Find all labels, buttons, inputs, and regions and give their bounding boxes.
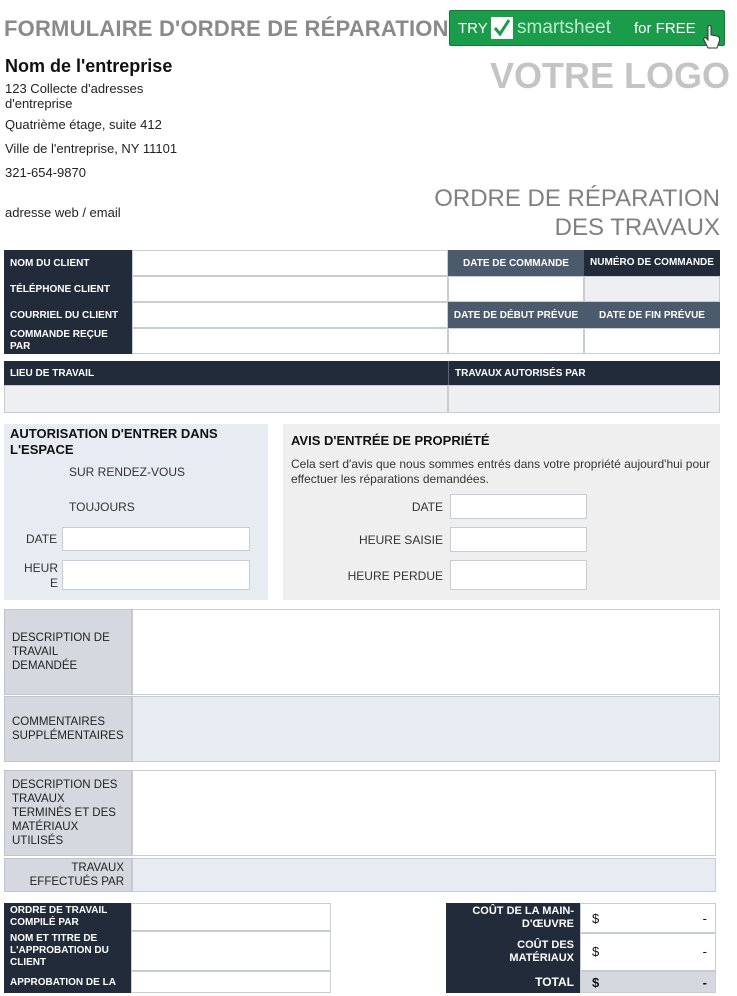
authorized-by-field[interactable] bbox=[448, 385, 720, 413]
compiled-by-label: ORDRE DE TRAVAIL COMPILÉ PAR bbox=[4, 903, 131, 931]
material-cost-currency: $ bbox=[592, 944, 600, 959]
total-value: - bbox=[702, 975, 707, 990]
labor-cost-currency: $ bbox=[592, 911, 600, 926]
client-phone-field[interactable] bbox=[132, 276, 448, 302]
option-always[interactable]: TOUJOURS bbox=[69, 500, 135, 514]
entry-date-field[interactable] bbox=[62, 527, 250, 551]
client-phone-label: TÉLÉPHONE CLIENT bbox=[4, 276, 132, 302]
entry-authorization-panel bbox=[4, 424, 268, 600]
entry-time-label: HEURE bbox=[24, 561, 59, 590]
material-cost-label: COÛT DES MATÉRIAUX bbox=[446, 933, 580, 971]
authorized-by-label: TRAVAUX AUTORISÉS PAR bbox=[448, 361, 720, 385]
company-web: adresse web / email bbox=[5, 205, 121, 220]
checkmark-icon bbox=[491, 17, 513, 39]
end-date-field[interactable] bbox=[584, 328, 720, 354]
labor-cost-field[interactable] bbox=[580, 903, 716, 933]
total-currency: $ bbox=[592, 975, 600, 990]
total-field bbox=[580, 971, 716, 993]
performed-by-field[interactable] bbox=[132, 858, 716, 892]
cta-brand-label: smartsheet bbox=[517, 17, 611, 38]
labor-cost-value: - bbox=[702, 911, 707, 926]
logo-placeholder: VOTRE LOGO bbox=[490, 55, 731, 96]
order-number-label: NUMÉRO DE COMMANDE bbox=[584, 250, 720, 276]
client-email-label: COURRIEL DU CLIENT bbox=[4, 302, 132, 328]
work-location-label: LIEU DE TRAVAIL bbox=[4, 361, 448, 385]
company-name: Nom de l'entreprise bbox=[5, 56, 173, 76]
company-phone: 321-654-9870 bbox=[5, 165, 86, 180]
start-date-label: DATE DE DÉBUT PRÉVUE bbox=[448, 302, 584, 328]
performed-by-label: TRAVAUX EFFECTUÉS PAR bbox=[4, 858, 132, 892]
notice-time-out-field[interactable] bbox=[450, 560, 587, 590]
start-date-field[interactable] bbox=[448, 328, 584, 354]
approver-field[interactable] bbox=[131, 931, 331, 971]
received-by-field[interactable] bbox=[132, 328, 448, 354]
document-subtitle: ORDRE DE RÉPARATION DES TRAVAUX bbox=[434, 185, 720, 241]
notice-time-in-label: HEURE SAISIE bbox=[358, 533, 443, 547]
client-name-label: NOM DU CLIENT bbox=[4, 250, 132, 276]
compiled-by-field[interactable] bbox=[131, 903, 331, 931]
completed-work-label: DESCRIPTION DES TRAVAUX TERMINÉS ET DES MATÉRIAUX UTILISÉS bbox=[4, 770, 132, 856]
comments-field[interactable] bbox=[132, 696, 720, 762]
approval-label: APPROBATION DE LA bbox=[4, 971, 131, 993]
company-city: Ville de l'entreprise, NY 11101 bbox=[5, 141, 178, 156]
requested-work-field[interactable] bbox=[132, 609, 720, 695]
completed-work-field[interactable] bbox=[132, 770, 716, 856]
material-cost-field[interactable] bbox=[580, 933, 716, 971]
entry-time-field[interactable] bbox=[62, 560, 250, 590]
option-by-appointment[interactable]: SUR RENDEZ-VOUS bbox=[69, 465, 186, 479]
notice-date-label: DATE bbox=[411, 500, 443, 514]
entry-notice-text: Cela sert d'avis que nous sommes entrés dans votre propriété aujourd'hui pour effectuer les réparations demandées. bbox=[291, 457, 710, 486]
page-title: FORMULAIRE D'ORDRE DE RÉPARATION bbox=[4, 16, 449, 41]
approver-label: NOM ET TITRE DE L'APPROBATION DU CLIENT bbox=[4, 931, 131, 971]
entry-date-label: DATE bbox=[26, 532, 58, 546]
total-label: TOTAL bbox=[446, 971, 580, 993]
try-smartsheet-button[interactable] bbox=[449, 10, 725, 46]
notice-date-field[interactable] bbox=[450, 494, 587, 519]
order-date-label: DATE DE COMMANDE bbox=[448, 250, 584, 276]
material-cost-value: - bbox=[702, 944, 707, 959]
notice-time-in-field[interactable] bbox=[450, 527, 587, 552]
order-date-field[interactable] bbox=[448, 276, 584, 302]
work-location-field[interactable] bbox=[4, 385, 448, 413]
cta-free-label: for FREE bbox=[634, 20, 696, 37]
entry-notice-panel bbox=[283, 424, 720, 600]
approval-field[interactable] bbox=[131, 971, 331, 993]
company-address-1: 123 Collecte d'adresses d'entreprise bbox=[5, 81, 144, 111]
end-date-label: DATE DE FIN PRÉVUE bbox=[584, 302, 720, 328]
received-by-label: COMMANDE REÇUE PAR bbox=[4, 328, 132, 354]
cta-try-label: TRY bbox=[458, 20, 488, 37]
entry-authorization-title: AUTORISATION D'ENTRER DANS L'ESPACE bbox=[10, 426, 218, 457]
labor-cost-label: COÛT DE LA MAIN-D'ŒUVRE bbox=[446, 903, 580, 933]
requested-work-label: DESCRIPTION DE TRAVAIL DEMANDÉE bbox=[4, 609, 132, 695]
comments-label: COMMENTAIRES SUPPLÉMENTAIRES bbox=[4, 696, 132, 762]
order-number-field[interactable] bbox=[584, 276, 720, 302]
notice-time-out-label: HEURE PERDUE bbox=[347, 569, 443, 583]
client-name-field[interactable] bbox=[132, 250, 448, 276]
company-address-2: Quatrième étage, suite 412 bbox=[5, 117, 162, 132]
entry-notice-title: AVIS D'ENTRÉE DE PROPRIÉTÉ bbox=[291, 433, 490, 448]
pointer-hand-icon bbox=[702, 25, 722, 49]
client-email-field[interactable] bbox=[132, 302, 448, 328]
